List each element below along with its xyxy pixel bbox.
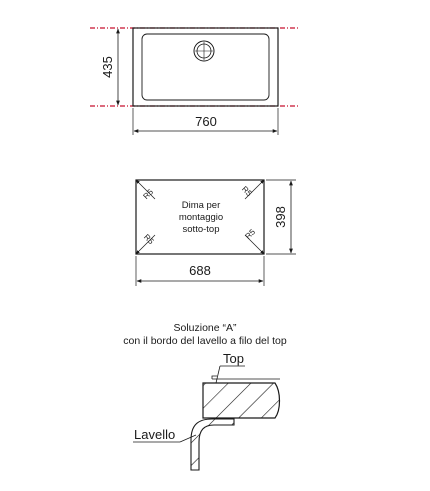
depth-dimension-value: 435 xyxy=(100,56,115,78)
template-label-line-3: sotto-top xyxy=(182,224,220,235)
drain-icon xyxy=(194,41,214,61)
width-dimension-value: 760 xyxy=(195,114,217,129)
corner-radius-tl: R5 xyxy=(141,187,156,202)
corner-radius-tr: R5 xyxy=(239,184,254,199)
corner-radius-br: R5 xyxy=(243,227,258,242)
solution-title: Soluzione “A” xyxy=(173,322,237,334)
sink-top-view xyxy=(90,28,300,135)
sink-outline xyxy=(133,28,278,106)
corner-radius-bl: R5 xyxy=(141,232,156,247)
top-label: Top xyxy=(223,351,244,366)
template-label-line-1: Dima per xyxy=(181,200,221,211)
countertop-front-edge xyxy=(212,376,217,379)
solution-a-section xyxy=(123,322,287,470)
sink-label: Lavello xyxy=(134,427,176,442)
sink-edge-profile xyxy=(191,419,234,470)
mounting-template-view xyxy=(136,180,296,286)
template-label-line-2: montaggio xyxy=(178,212,224,223)
template-depth-dimension-value: 398 xyxy=(273,206,288,228)
template-width-dimension-value: 688 xyxy=(189,263,211,278)
countertop-section xyxy=(203,383,280,418)
solution-subtitle: con il bordo del lavello a filo del top xyxy=(123,335,287,347)
top-leader xyxy=(216,366,220,383)
